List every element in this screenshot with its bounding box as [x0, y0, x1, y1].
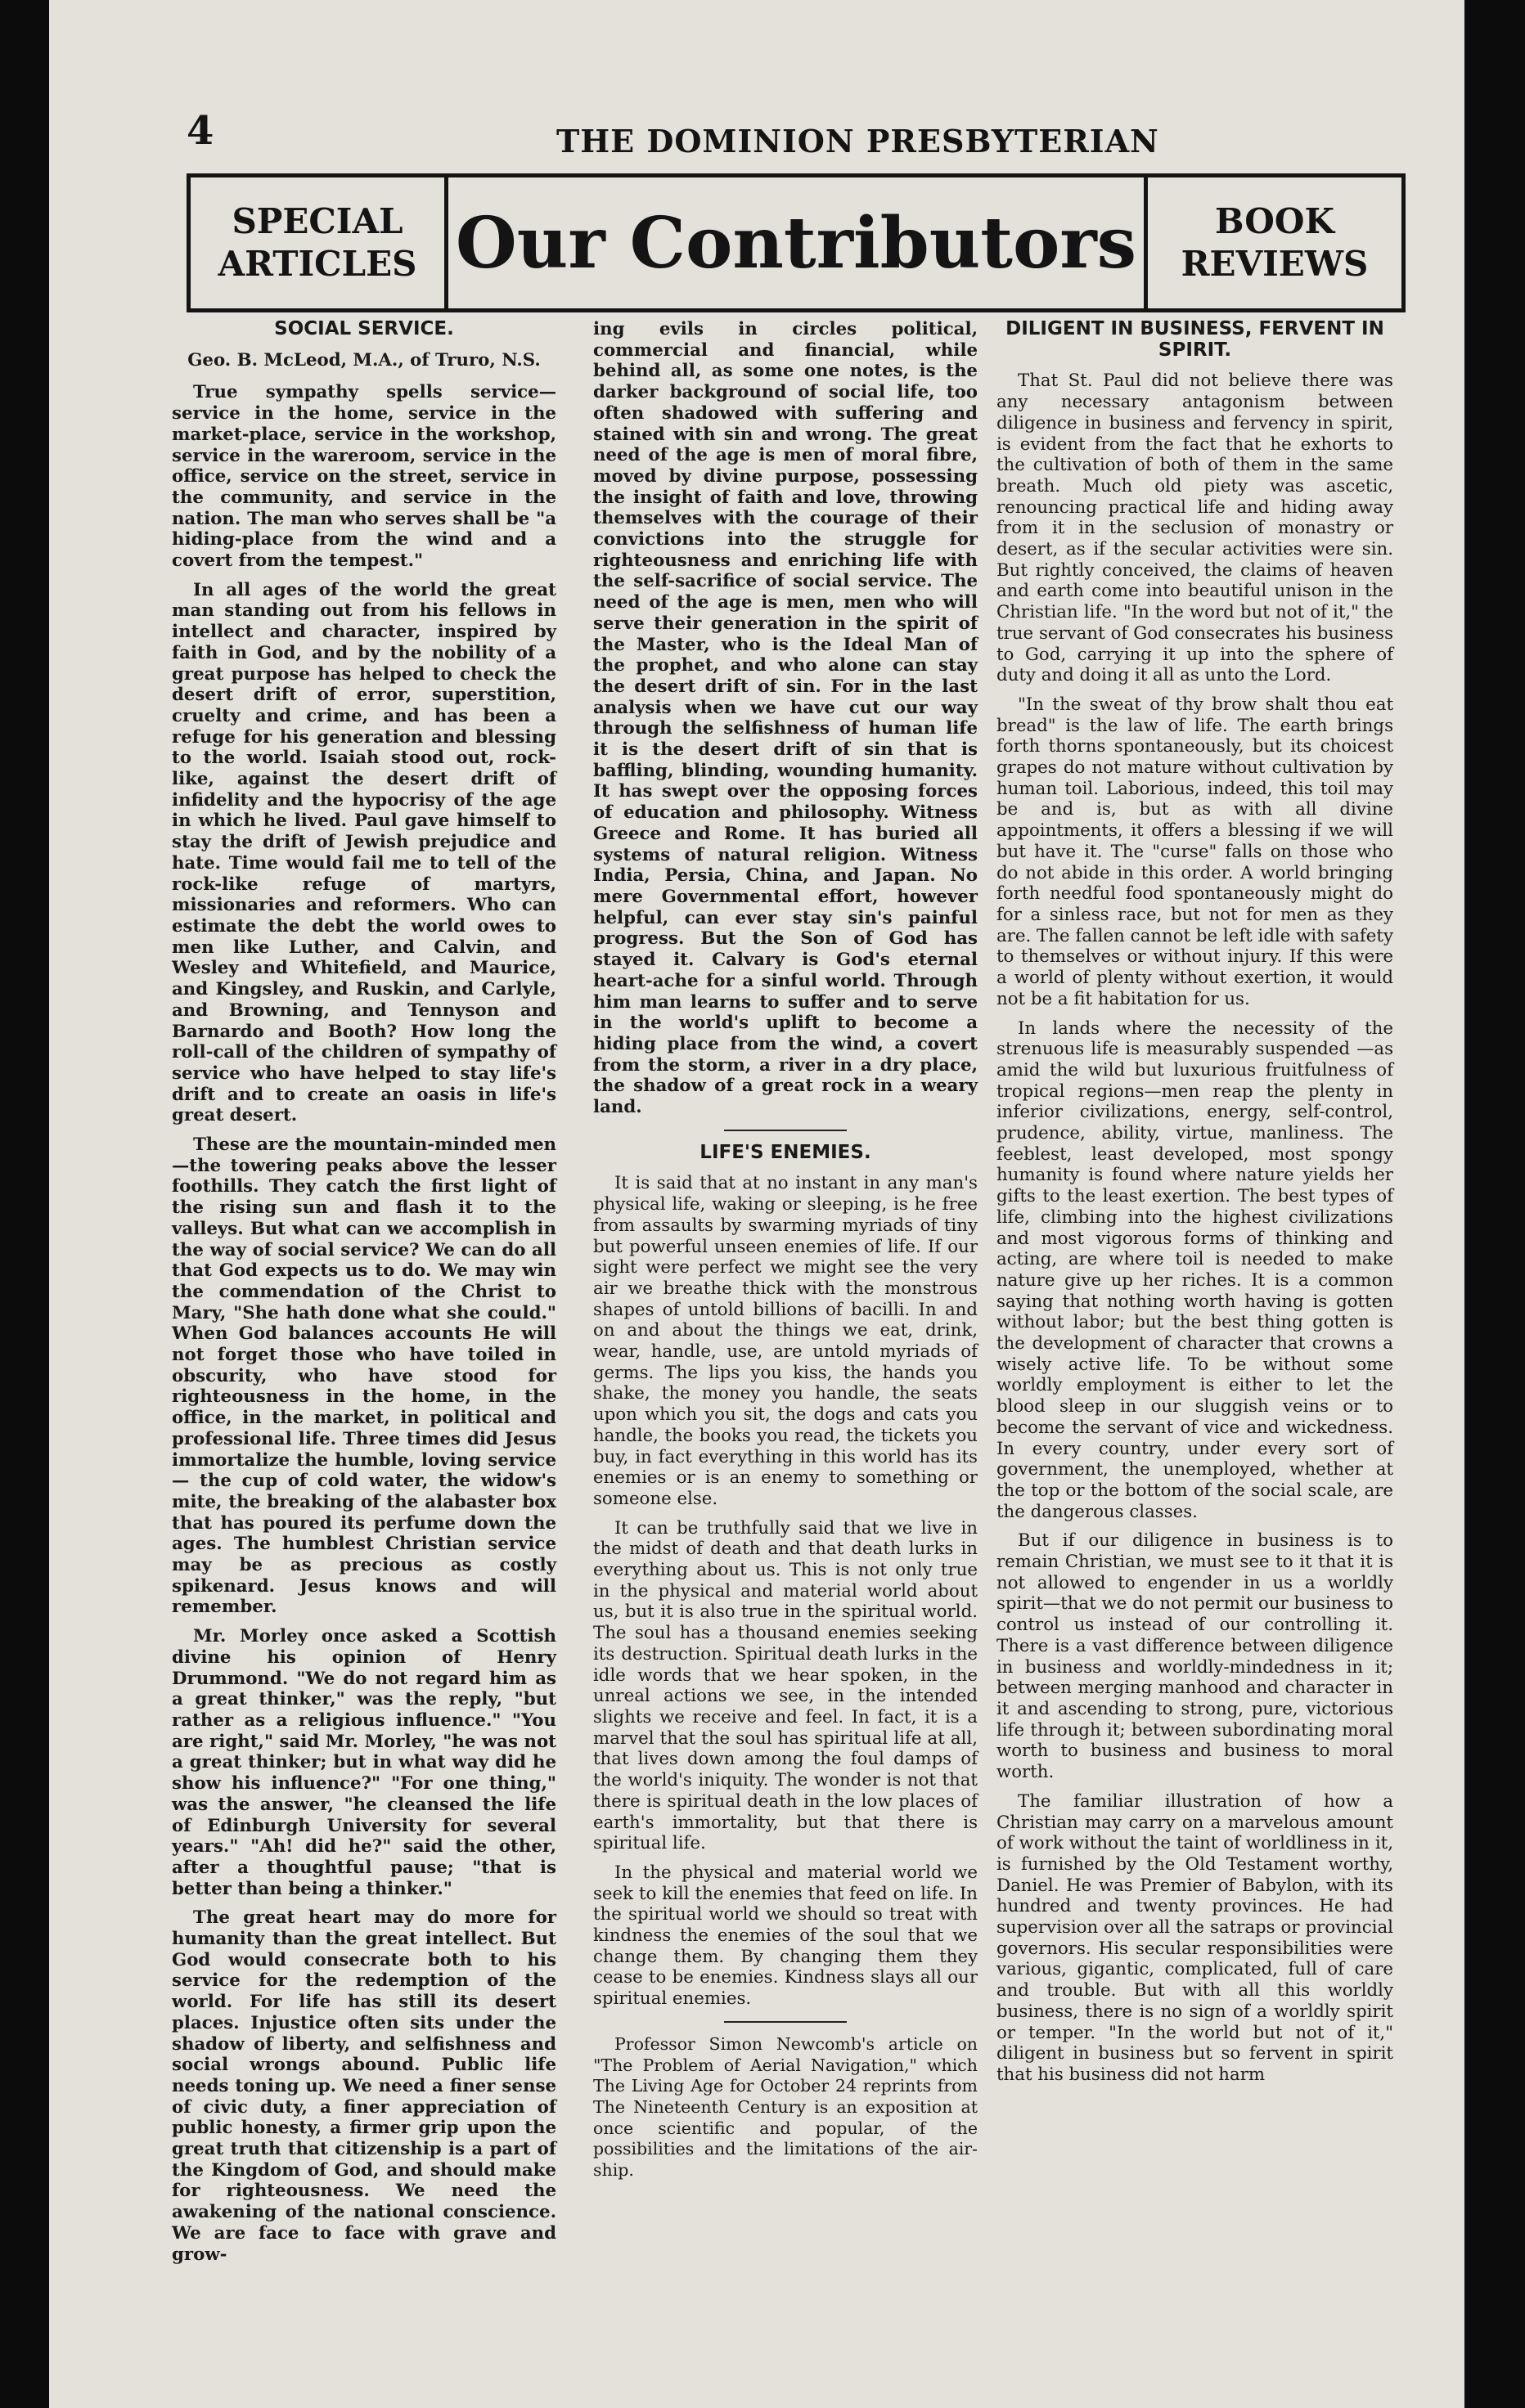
divider: [724, 1130, 847, 1131]
paragraph: In lands where the necessity of the strenuous life is measurably suspended —as amid the wild but luxurious fruitfulness of tropical regions—men reap the plenty in inferior civilizations, energy, self-control, prudence, ability, virtue, manliness. The feeblest, least developed, most spongy humanity is found where nature yields her gifts to the least exertion. The best types of life, climbing into the highest civilizations and most vigorous forms of thinking and acting, are where toil is needed to make nature give up her riches. It is a common saying that nothing worth having is gotten without labor; but the best thing gotten is the development of character that crowns a wisely active life. To be without some worldly employment is either to let the blood sleep in our sluggish veins or to become the servant of vice and wickedness. In every country, under every sort of government, the unemployed, whether at the top or the bottom of the social scale, are the dangerous classes.: [996, 1018, 1393, 1522]
paragraph: The great heart may do more for humanity than the great intellect. But God would consecrate both to his service for the redemption of the world. For life has still its desert places. Injustice often sits under the shadow of liberty, and selfishness and social wrongs abound. Public life needs toning up. We need a finer sense of civic duty, a finer appreciation of public honesty, a firmer grip upon the great truth that citizenship is a part of the Kingdom of God, and should make for righteousness. We need the awakening of the national conscience. We are face to face with grave and grow-: [172, 1907, 556, 2265]
paragraph: ing evils in circles political, commercial and financial, while behind all, as some one notes, is the darker background of social life, too often shadowed with suffering and stained with sin and wrong. The great need of the age is men of moral fibre, moved by divine purpose, possessing the insight of faith and love, throwing themselves with the courage of their convictions into the struggle for righteousness and enriching life with the self-sacrifice of social service. The need of the age is men, men who will serve their generation in the spirit of the Master, who is the Ideal Man of the prophet, and who alone can stay the desert drift of sin. For in the last analysis when we have cut our way through the selfishness of human life it is the desert drift of sin that is baffling, blinding, wounding humanity. It has swept over the opposing forces of education and philosophy. Witness Greece and Rome. It has buried all systems of natural religion. Witness India, Persia, China, and Japan. No mere Governmental effort, however helpful, can ever stay sin's painful progress. But the Son of God has stayed it. Calvary is God's eternal heart-ache for a sinful world. Through him man learns to suffer and to serve in the world's uplift to become a hiding place from the wind, a covert from the storm, a river in a dry place, the shadow of a great rock in a weary land.: [593, 319, 978, 1118]
article-byline: Geo. B. McLeod, M.A., of Truro, N.S.: [187, 349, 541, 371]
paragraph: It is said that at no instant in any man's physical life, waking or sleeping, is he free from assaults by swarming myriads of tiny but powerful unseen enemies of life. If our sight were perfect we might see the very air we breathe thick with the monstrous shapes of untold billions of bacilli. In and on and about the things we eat, drink, wear, handle, use, are untold myriads of germs. The lips you kiss, the hands you shake, the money you handle, the seats upon which you sit, the dogs and cats you handle, the books you read, the tickets you buy, in fact everything in this world has its enemies or is an enemy to something or someone else.: [593, 1173, 978, 1509]
paragraph: That St. Paul did not believe there was any necessary antagonism between diligence in business and fervency in spirit, is evident from the fact that he exhorts to the cultivation of both of them in the same breath. Much old piety was ascetic, renouncing practical life and hiding away from it in the seclusion of monastry or desert, as if the secular activities were sin. But rightly conceived, the claims of heaven and earth come into beautiful unison in the Christian life. "In the word but not of it," the true servant of God consecrates his business to God, carrying it up into the sphere of duty and doing it all as unto the Lord.: [996, 371, 1393, 686]
paragraph: Mr. Morley once asked a Scottish divine his opinion of Henry Drummond. "We do not regard him as a great thinker," was the reply, "but rather as a religious influence." "You are right," said Mr. Morley, "he was not a great thinker; but in what way did he show his influence?" "For one thing," was the answer, "he cleansed the life of Edinburgh University for several years." "Ah! did he?" said the other, after a thoughtful pause; "that is better than being a thinker.": [172, 1626, 556, 1899]
paragraph: It can be truthfully said that we live in the midst of death and that death lurks in everything about us. This is not only true in the physical and material world about us, but it is also true in the spiritual world. The soul has a thousand enemies seeking its destruction. Spiritual death lurks in the idle words that we hear spoken, in the unreal actions we see, in the intended slights we receive and feel. In fact, it is a marvel that the soul has spiritual life at all, that lives down among the foul damps of the world's iniquity. The wonder is not that there is spiritual death in the low places of earth's immortality, but that there is spiritual life.: [593, 1517, 978, 1854]
divider: [724, 2021, 847, 2023]
banner-right-line1: BOOK: [1215, 201, 1334, 241]
column-1: [172, 319, 556, 2273]
column-3: [996, 319, 1393, 2094]
newspaper-page: [49, 0, 1464, 2408]
paragraph: Professor Simon Newcomb's article on "The Problem of Aerial Navigation," which The Living Age for October 24 reprints from The Nineteenth Century is an exposition at once scientific and popular, of the possibilities and the limitations of the air-ship.: [593, 2033, 978, 2181]
paragraph: The familiar illustration of how a Christian may carry on a marvelous amount of work without the taint of worldliness in it, is furnished by the Old Testament worthy, Daniel. He was Premier of Babylon, with its hundred and twenty provinces. He had supervision over all the satraps or provincial governors. His secular responsibilities were various, gigantic, complicated, full of care and trouble. But with all this worldly business, there is no sign of a worldly spirit or temper. "In the world but not of it," diligent in business but so fervent in spirit that his business did not harm: [996, 1790, 1393, 2085]
banner-left-line2: ARTICLES: [218, 244, 417, 284]
article-heading: SOCIAL SERVICE.: [274, 318, 454, 339]
paragraph: In the physical and material world we seek to kill the enemies that feed on life. In the spiritual world we should so treat with kindness the enemies of the soul that we change them. By changing them they cease to be enemies. Kindness slays all our spiritual enemies.: [593, 1862, 978, 2010]
banner-left-line1: SPECIAL: [232, 201, 403, 241]
page-number: 4: [187, 108, 214, 154]
paragraph: True sympathy spells service—service in the home, service in the market-place, service in the workshop, service in the wareroom, service in the office, service on the street, service in the community, and service in the nation. The man who serves shall be "a hiding-place from the wind and a covert from the tempest.": [172, 382, 556, 572]
masthead: THE DOMINION PRESBYTERIAN: [556, 123, 1159, 159]
paragraph: In all ages of the world the great man standing out from his fellows in intellect and character, inspired by faith in God, and by the nobility of a great purpose has helped to check the desert drift of error, superstition, cruelty and crime, and has been a refuge for his generation and blessing to the world. Isaiah stood out, rock-like, against the desert drift of infidelity and the hypocrisy of the age in which he lived. Paul gave himself to stay the drift of Jewish prejudice and hate. Time would fail me to tell of the rock-like refuge of martyrs, missionaries and reformers. Who can estimate the debt the world owes to men like Luther, and Calvin, and Wesley and Whitefield, and Maurice, and Kingsley, and Ruskin, and Carlyle, and Browning, and Tennyson and Barnardo and Booth? How long the roll-call of the children of sympathy of service who have helped to stay life's drift and to create an oasis in life's great desert.: [172, 579, 556, 1126]
banner-right-box: [1144, 177, 1401, 308]
section-banner: [187, 173, 1406, 312]
paragraph: But if our diligence in business is to remain Christian, we must see to it that it is not allowed to engender in us a worldly spirit—that we do not permit our business to control us instead of our controlling it. There is a vast difference between diligence in business and worldly-mindedness in it; between merging manhood and character in it and ascending to strong, pure, victorious life through it; between subordinating moral worth to business and business to moral worth.: [996, 1530, 1393, 1783]
article-heading: LIFE'S ENEMIES.: [700, 1141, 871, 1163]
paragraph: These are the mountain-minded men —the towering peaks above the lesser foothills. They catch the first light of the rising sun and flash it to the valleys. But what can we accomplish in the way of social service? We can do all that God expects us to do. We may win the commendation of the Christ to Mary, "She hath done what she could." When God balances accounts He will not forget those who have toiled in obscurity, who have stood for righteousness in the home, in the office, in the market, in political and professional life. Three times did Jesus immortalize the humble, loving service — the cup of cold water, the widow's mite, the breaking of the alabaster box that has poured its perfume down the ages. The humblest Christian service may be as precious as costly spikenard. Jesus knows and will remember.: [172, 1134, 556, 1618]
paragraph: "In the sweat of thy brow shalt thou eat bread" is the law of life. The earth brings forth thorns spontaneously, but its choicest grapes do not mature without cultivation by human toil. Laborious, indeed, this toil may be and is, but as with all divine appointments, it offers a blessing if we will but have it. The "curse" falls on those who do not abide in this order. A world bringing forth needful food spontaneously might do for a sinless race, but not for men as they are. The fallen cannot be left idle with safety to themselves or without injury. If this were a world of plenty without exertion, it would not be a fit habitation for us.: [996, 694, 1393, 1009]
article-heading: DILIGENT IN BUSINESS, FERVENT IN SPIRIT.: [1005, 318, 1384, 361]
banner-right-line2: REVIEWS: [1181, 244, 1369, 284]
banner-title: Our Contributors: [455, 201, 1137, 285]
banner-left-box: [191, 177, 448, 308]
column-2: [593, 319, 978, 2190]
